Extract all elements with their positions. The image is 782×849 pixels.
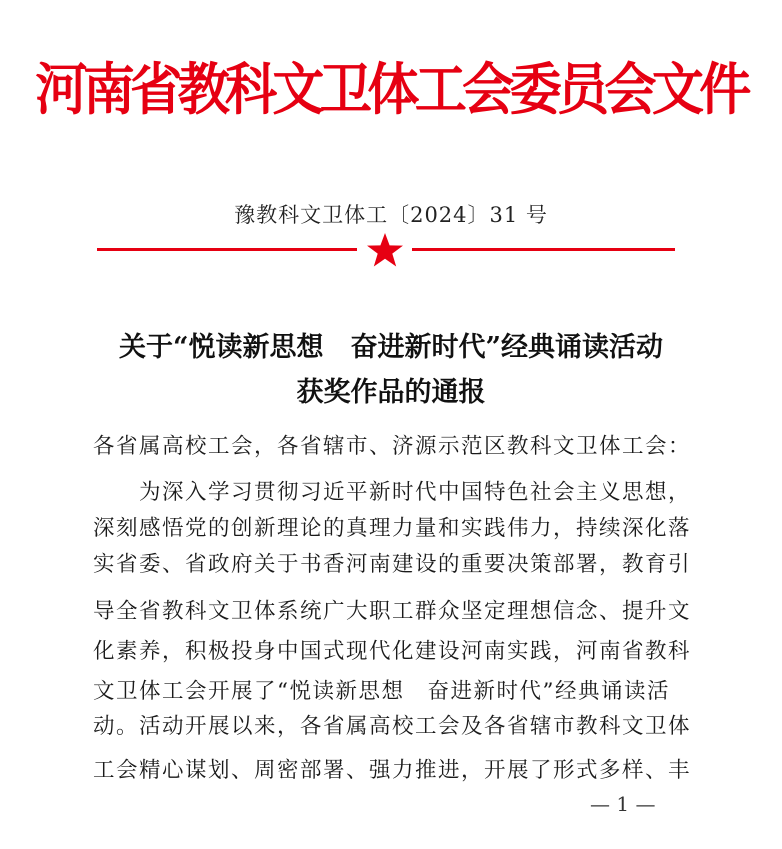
red-star-icon (365, 232, 405, 268)
document-header-title: 河南省教科文卫体工会委员会文件 (35, 58, 747, 123)
paragraph-line: 工会精心谋划、周密部署、强力推进，开展了形式多样、丰 (93, 758, 692, 783)
document-number: 豫教科文卫体工〔2024〕31 号 (234, 203, 548, 227)
page-number: — 1 — (590, 792, 656, 816)
salutation: 各省属高校工会，各省辖市、济源示范区教科文卫体工会： (93, 434, 692, 459)
red-rule-left (97, 248, 357, 251)
paragraph-line: 导全省教科文卫体系统广大职工群众坚定理想信念、提升文 (93, 599, 692, 624)
paragraph-line: 文卫体工会开展了“悦读新思想 奋进新时代”经典诵读活 (93, 679, 670, 704)
notice-title-line-2: 获奖作品的通报 (296, 377, 486, 408)
red-rule-right (412, 248, 675, 251)
paragraph-line: 化素养，积极投身中国式现代化建设河南实践，河南省教科 (93, 639, 692, 664)
paragraph-line: 动。活动开展以来，各省属高校工会及各省辖市教科文卫体 (93, 714, 692, 739)
notice-title-line-1: 关于“悦读新思想 奋进新时代”经典诵读活动 (118, 332, 664, 363)
paragraph-line: 深刻感悟党的创新理论的真理力量和实践伟力，持续深化落 (93, 516, 692, 541)
paragraph-line: 实省委、省政府关于书香河南建设的重要决策部署，教育引 (93, 552, 692, 577)
paragraph-line: 为深入学习贯彻习近平新时代中国特色社会主义思想， (93, 480, 692, 505)
